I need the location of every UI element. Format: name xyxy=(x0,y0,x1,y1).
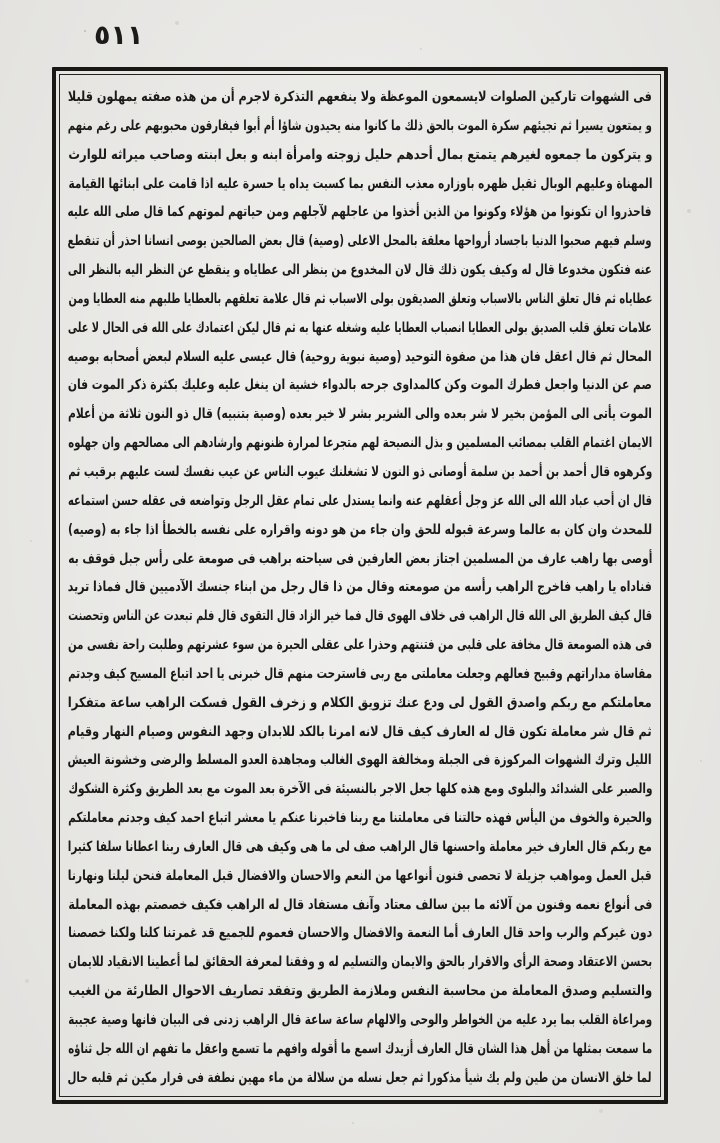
text-line-content: و يتركون ما جمعوه لغيرهم يتمتع بمال أحدهم حليل زوجته وامرأة ابنه و بعل ابنته وصاحب ميراثه للوارث xyxy=(68,146,652,163)
text-line-content: وسلم فيهم صحبوا الدنيا باجساد أرواحها معلقة بالمحل الاعلى (وصية) قال بعض الصالحين يوصى انسانا احذر أن تنقطع xyxy=(67,233,652,250)
text-line xyxy=(68,745,652,774)
text-line xyxy=(68,601,652,630)
text-line xyxy=(68,1005,652,1034)
text-line-content: قبل العمل ومواهب جزيلة لا تحصى فنون أنواعها من النعم والاحسان والافضال قبل المعاملة فنحن ليلنا ونهارنا xyxy=(68,867,652,884)
text-line xyxy=(68,803,652,832)
text-line-content: معاملتكم مع ربكم واصدق القول لى ودع عنك تزويق الكلام و زخرف القول فسكت الراهب ساعة متفكرا xyxy=(68,694,652,711)
text-line-content: مقاساة مداراتهم وقبيح فعالهم وجعلت معاملتى مع ربى فاسترحت منهم قال خبرنى يا احد اتباع المسيح كيف وجدتم xyxy=(68,665,652,682)
text-line xyxy=(68,832,652,861)
text-line-content: علامات تعلق قلب الصديق بولى العطايا انصباب العطايا عليه وشغله عنها به ثم قال ليكن اعتمادك على الله فى الحال لا على xyxy=(68,319,652,336)
text-line xyxy=(68,688,652,717)
text-line-content: ومراعاة القلب بما يرد عليه من الخواطر والوحى والالهام ساعة ساعة قال الراهب زدنى فى البيان فانها وصية عجيبة xyxy=(68,1012,652,1028)
text-line xyxy=(68,197,652,226)
text-line xyxy=(68,890,652,919)
text-line xyxy=(68,630,652,659)
page-border-frame xyxy=(52,67,668,1104)
text-line-content: مع ربكم قال العارف خير معاملة واحسنها قال الراهب صف لى ما هى وكيف هى قال العارف ربنا اعطانا سلفا كثيرا xyxy=(67,838,652,855)
text-line-content: عنه فتكون مخدوعا قال له وكيف يكون ذلك قال لان المخدوع من ينظر الى عطاياه و ينقطع عن النظر اليه بالنظر الى xyxy=(68,262,652,279)
text-line xyxy=(68,1063,652,1092)
text-line xyxy=(68,255,652,284)
text-line-content: فى أنواع نعمه وفنون من آلائه ما بين سالف معتاد وآنف مستفاد قال له الراهب فكيف خصصتم بهذه المعاملة xyxy=(67,896,652,913)
text-line-content: صم عن الدنيا واجعل فطرك الموت وكن كالمداوى جرحه بالدواء خشية ان ينغل عليه وعليك بكثرة ذكر الموت فان xyxy=(67,377,652,394)
text-line-content: لما خلق الانسان من طين ولم يك شيأ مذكورا ثم جعل نسله من سلالة من ماء مهين نطفة فى قرار مكين ثم قلبه حال xyxy=(67,1069,652,1086)
text-line-content: وكرهوه قال أحمد بن أحمد بن سلمة أوصانى ذو النون لا تشغلنك عيوب الناس عن عيب نفسك لست عليهم برقيب ثم xyxy=(67,463,652,480)
text-line xyxy=(68,1034,652,1063)
text-line xyxy=(68,717,652,746)
text-line xyxy=(68,659,652,688)
text-line xyxy=(68,140,652,169)
text-line xyxy=(68,399,652,428)
text-line-content: ما سمعت بمثلها من أهل هذا الشان قال العارف أزيدك اسمع ما أقوله وافهم ما تسمع واعقل ما تفهم ان الله جل ثناؤه xyxy=(67,1040,652,1057)
text-line xyxy=(68,918,652,947)
text-line xyxy=(68,226,652,255)
text-line xyxy=(68,544,652,573)
text-line-content: والتسليم وصدق المعاملة من محاسبة النفس وملازمة الطريق وتفقد تصاريف الاحوال الطارئة من الغيب xyxy=(68,983,652,1000)
text-line xyxy=(68,111,652,140)
text-line xyxy=(68,457,652,486)
text-line-content: قال كيف الطريق الى الله قال الراهب فى خلاف الهوى قال فما خير الزاد قال التقوى قال فلم تبعدت عن الناس وتحصنت xyxy=(68,608,652,625)
text-line xyxy=(68,572,652,601)
text-line-content: بحسن الاعتقاد وصحة الرأى والاقرار بالحق والايمان والتسليم له و وفقنا لمعرفة الحقائق لما أعطينا الانقياد للايمان xyxy=(68,954,652,971)
text-line xyxy=(68,370,652,399)
page-border-inner xyxy=(59,74,661,1097)
text-line xyxy=(68,82,652,111)
text-line-content: والصبر على الشدائد والبلوى ومع هذه كلها جعل الاجر بالنسيئة فى الآخرة بعد الموت مع بعد الطريق وكثرة الشكوك xyxy=(67,781,652,798)
text-line xyxy=(68,515,652,544)
text-line xyxy=(68,774,652,803)
text-line-content: عطاياه ثم قال تعلق الناس بالاسباب وتعلق الصديقون بولى الاسباب ثم قال علامة تعلقهم بالعطايا طلبهم منه العطايا ومن xyxy=(68,290,652,307)
text-line-content: قال ان أحب عباد الله الى الله عز وجل أعقلهم عنه وانما يستدل على تمام عقل الرجل وتواضعه فى عقله حسن استماعه xyxy=(67,492,652,509)
text-line-content: أوصى بها راهب عارف من المسلمين اجتاز بعض العارفين فى سياحته براهب فى صومعة على رأس جبل فوقف به xyxy=(67,550,652,567)
text-line-content: فى الشهوات تاركين الصلوات لايسمعون الموعظة ولا ينفعهم التذكرة لاجرم أن من هذه صفته يمهلون قليلا xyxy=(67,89,652,105)
text-line xyxy=(68,284,652,313)
body-text-block xyxy=(60,75,660,1096)
text-line-content: فى هذه الصومعة قال مخافة على قلبى من فتنتهم وحذرا على عقلى الحيرة من سوء عشرتهم وطلبت راحة نفسى من xyxy=(67,637,652,654)
text-line-content: فاحذروا ان تكونوا من هؤلاء وكونوا من الذين أخذوا من عاجلهم لآجلهم ومن حياتهم لموتهم كما قال صلى الله عليه xyxy=(68,204,652,221)
text-line-content: الايمان اغتمام القلب بمصائب المسلمين و بذل النصيحة لهم متجرعا لمرارة ظنونهم وارشادهم الى مصالحهم وان جهلوه xyxy=(68,435,652,452)
text-line xyxy=(68,342,652,371)
text-line xyxy=(68,169,652,198)
page-number: ٥١١ xyxy=(94,20,144,51)
text-line-content: الموت يأتى الى المؤمن بخير لا شر بعده والى الشرير بشر لا خير بعده (وصية بتنبيه) قال ذو النون ثلاثة من أعلام xyxy=(68,406,652,423)
text-line xyxy=(68,976,652,1005)
text-line-content: الليل وترك الشهوات المركوزة فى الجبلة ومخالفة الهوى الغالب ومجاهدة العدو المسلط والرضى وخشونة العيش xyxy=(67,752,652,769)
text-line xyxy=(68,313,652,342)
text-line-content: و يمتعون يسيرا ثم تجيئهم سكرة الموت بالحق ذلك ما كانوا منه يحيدون شاؤا أم أبوا فيفارقون محبوبهم على رغم منهم xyxy=(67,117,652,134)
text-line xyxy=(68,486,652,515)
text-line-content: فناداه يا راهب فاخرج الراهب رأسه من صومعته وقال من ذا قال رجل من ابناء جنسك الآدميين قال فماذا تريد xyxy=(67,579,652,596)
text-line xyxy=(68,861,652,890)
text-line-content: ثم قال شر معاملة تكون قال له العارف كيف قال لانه امرنا بالكد للابدان وجهد النفوس وصيام النهار وقيام xyxy=(67,723,652,740)
text-line xyxy=(68,947,652,976)
text-line-content: للمحدث وان كان به عالما وسرعة قبوله للحق وان جاء من هو دونه واقراره على نفسه بالخطأ اذا جاء به (وصيه) xyxy=(67,521,652,538)
text-line-content: المحال ثم قال اعقل فان هذا من صفوة التوحيد (وصية نبوية روحية) قال عيسى عليه السلام لبعض أصحابه بوصيه xyxy=(68,348,652,365)
text-line-content: والحيرة والخوف من اليأس فهذه حالتنا فى معاملتنا مع ربنا فاخبرنا عنكم يا معشر اتباع احمد كيف وجدتم معاملتكم xyxy=(68,810,652,827)
text-line-content: دون غيركم والرب واحد قال العارف أما النعمة والافضال والاحسان فعموم للجميع قد غمرتنا كلنا ولكنا خصصنا xyxy=(67,925,652,942)
text-line xyxy=(68,428,652,457)
text-line-content: المهناة وعليهم الوبال ثقيل ظهره باوزاره معذب النفس بما كسبت يداه يا حسرة عليه اذا قامت على ابنائها القيامة xyxy=(67,175,652,192)
